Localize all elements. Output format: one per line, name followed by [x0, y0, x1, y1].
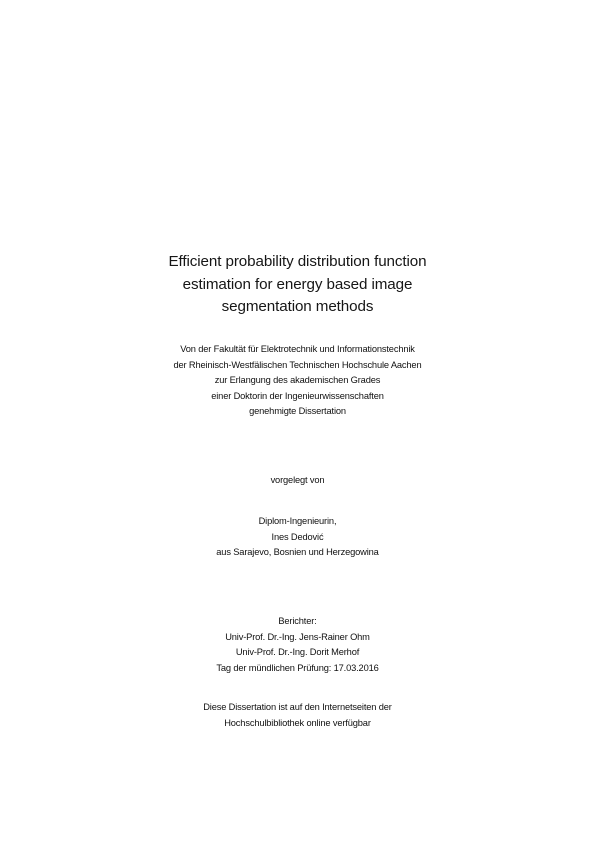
referees-heading: Berichter: [278, 616, 317, 626]
faculty-statement [0, 342, 595, 420]
online-note-line: Hochschulbibliothek online verfügbar [224, 717, 371, 728]
referee-1: Univ-Prof. Dr.-Ing. Jens-Rainer Ohm [225, 631, 370, 642]
online-note-line: Diese Dissertation ist auf den Internetseiten der [203, 702, 392, 712]
author-name: Ines Dedović [271, 531, 324, 542]
referees-block [0, 614, 595, 676]
presented-by-label: vorgelegt von [270, 475, 325, 485]
title-line: segmentation methods [221, 298, 374, 315]
faculty-line: Von der Fakultät für Elektrotechnik und Informationstechnik [180, 344, 415, 354]
author-degree: Diplom-Ingenieurin, [258, 516, 337, 526]
title-line: estimation for energy based image [182, 275, 413, 293]
dissertation-title [0, 251, 595, 319]
title-line: Efficient probability distribution function [168, 253, 427, 270]
faculty-line: genehmigte Dissertation [249, 406, 346, 417]
faculty-line: einer Doktorin der Ingenieurwissenschaften [211, 390, 384, 401]
author-info [0, 514, 595, 561]
exam-date: Tag der mündlichen Prüfung: 17.03.2016 [216, 662, 379, 673]
faculty-line: zur Erlangung des akademischen Grades [214, 375, 381, 386]
faculty-line: der Rheinisch-Westfälischen Technischen Hochschule Aachen [173, 359, 422, 370]
author-origin: aus Sarajevo, Bosnien und Herzegowina [216, 547, 379, 558]
presented-by [0, 473, 595, 489]
online-availability-note [0, 700, 595, 731]
referee-2: Univ-Prof. Dr.-Ing. Dorit Merhof [235, 647, 360, 658]
